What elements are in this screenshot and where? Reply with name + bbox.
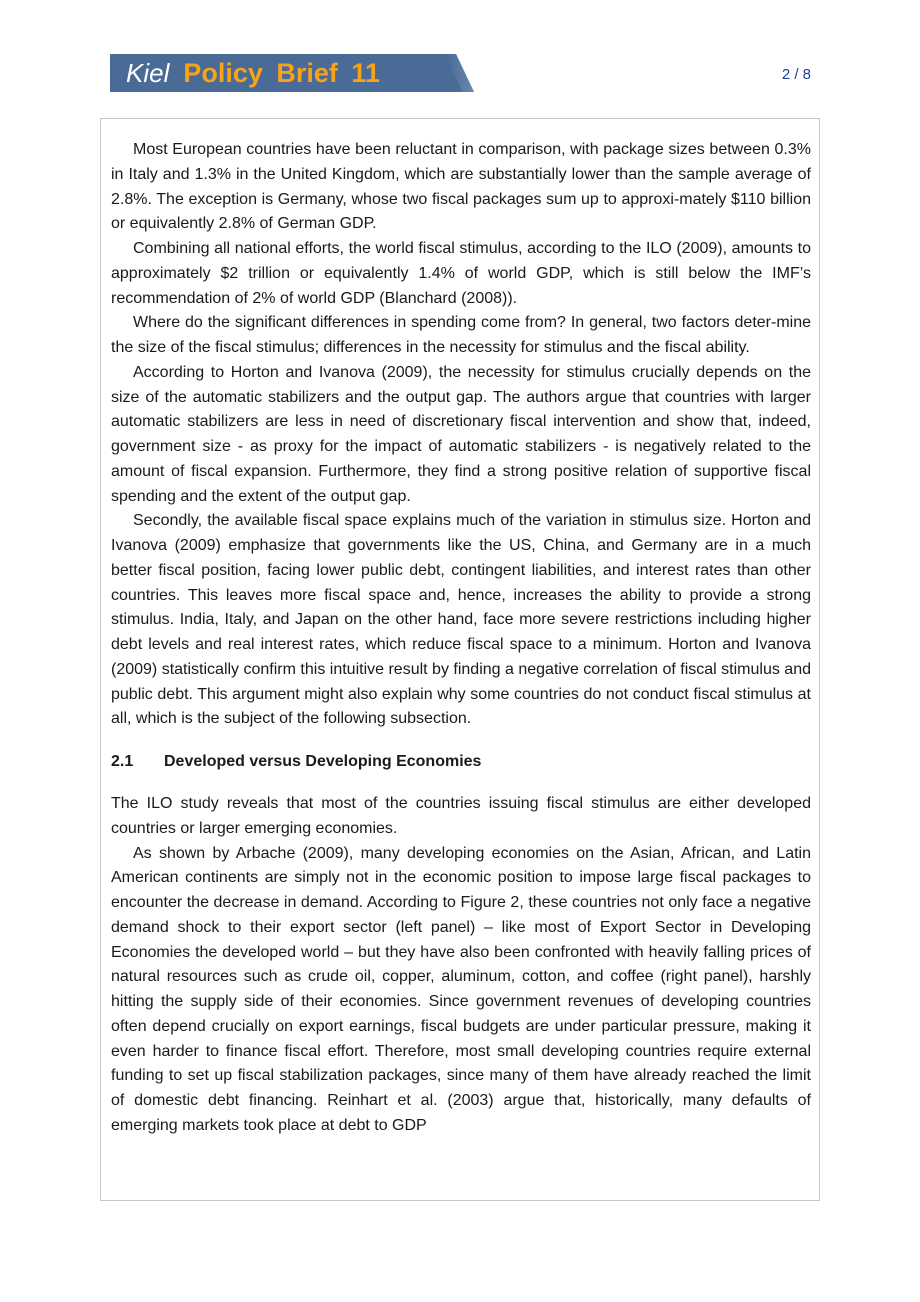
content-frame bbox=[100, 118, 820, 1201]
section-title: Developed versus Developing Economies bbox=[164, 753, 482, 770]
paragraph: Most European countries have been reluctant in comparison, with package sizes between 0.3% in Italy and 1.3% in the United Kingdom, which are substantially lower than the sample average of 2.8%. The exception is Germany, whose two fiscal packages sum up to approxi-mately $110 billion or equivalently 2.8% of German GDP. bbox=[111, 141, 811, 233]
document-body bbox=[111, 138, 811, 1139]
paragraph: Combining all national efforts, the world fiscal stimulus, according to the ILO (2009), amounts to approximately $2 trillion or equivalently 1.4% of world GDP, which is still below the IMF’s recommendation of 2% of world GDP (Blanchard (2008)). bbox=[111, 240, 811, 307]
banner-title bbox=[126, 56, 380, 90]
paragraph: Secondly, the available fiscal space explains much of the variation in stimulus size. Horton and Ivanova (2009) emphasize that governments like the US, China, and Germany are in a much better fiscal position, facing lower public debt, contingent liabilities, and interest rates than other countries. This leaves more fiscal space and, hence, increases the ability to provide a strong stimulus. India, Italy, and Japan on the other hand, face more severe restrictions including higher debt levels and real interest rates, which reduce fiscal space to a minimum. Horton and Ivanova (2009) statistically confirm this intuitive result by finding a negative correlation of fiscal stimulus and public debt. This argument might also explain why some countries do not conduct fiscal stimulus at all, which is the subject of the following subsection. bbox=[111, 512, 811, 728]
brand-kiel: Kiel bbox=[126, 58, 170, 88]
section-number: 2.1 bbox=[111, 753, 134, 770]
paragraph: Where do the significant differences in spending come from? In general, two factors deter-mine the size of the fiscal stimulus; differences in the necessity for stimulus and the fiscal ability. bbox=[111, 314, 811, 356]
page-number: 2 / 8 bbox=[781, 66, 811, 83]
paragraph: According to Horton and Ivanova (2009), the necessity for stimulus crucially depends on the size of the automatic stabilizers and the output gap. The authors argue that countries with larger automatic stabilizers are less in need of discretionary fiscal intervention and show that, indeed, government size - as proxy for the impact of automatic stabilizers - is negatively related to the amount of fiscal expansion. Furthermore, they find a strong positive relation of supportive fiscal spending and the extent of the output gap. bbox=[111, 363, 811, 505]
brand-series-title: Policy Brief 11 bbox=[183, 58, 380, 88]
paragraph: As shown by Arbache (2009), many developing economies on the Asian, African, and Latin American continents are simply not in the economic position to impose large fiscal packages to encounter the decrease in demand. According to Figure 2, these countries not only face a negative demand shock to their export sector (left panel) – like most of Export Sector in Developing Economies the developed world – but they have also been confronted with heavily falling prices of natural resources such as crude oil, copper, aluminum, cotton, and coffee (right panel), harshly hitting the supply side of their economies. Since government revenues of developing countries often depend crucially on export earnings, fiscal budgets are under particular pressure, making it even harder to finance fiscal effort. Therefore, most small developing countries require external funding to set up fiscal stabilization packages, since many of them have already reached the limit of domestic debt financing. Reinhart et al. (2003) argue that, historically, many defaults of emerging markets took place at debt to GDP bbox=[111, 844, 811, 1134]
paragraph: The ILO study reveals that most of the countries issuing fiscal stimulus are either developed countries or larger emerging economies. bbox=[111, 795, 811, 837]
section-heading bbox=[111, 750, 811, 774]
header-banner bbox=[110, 54, 474, 92]
